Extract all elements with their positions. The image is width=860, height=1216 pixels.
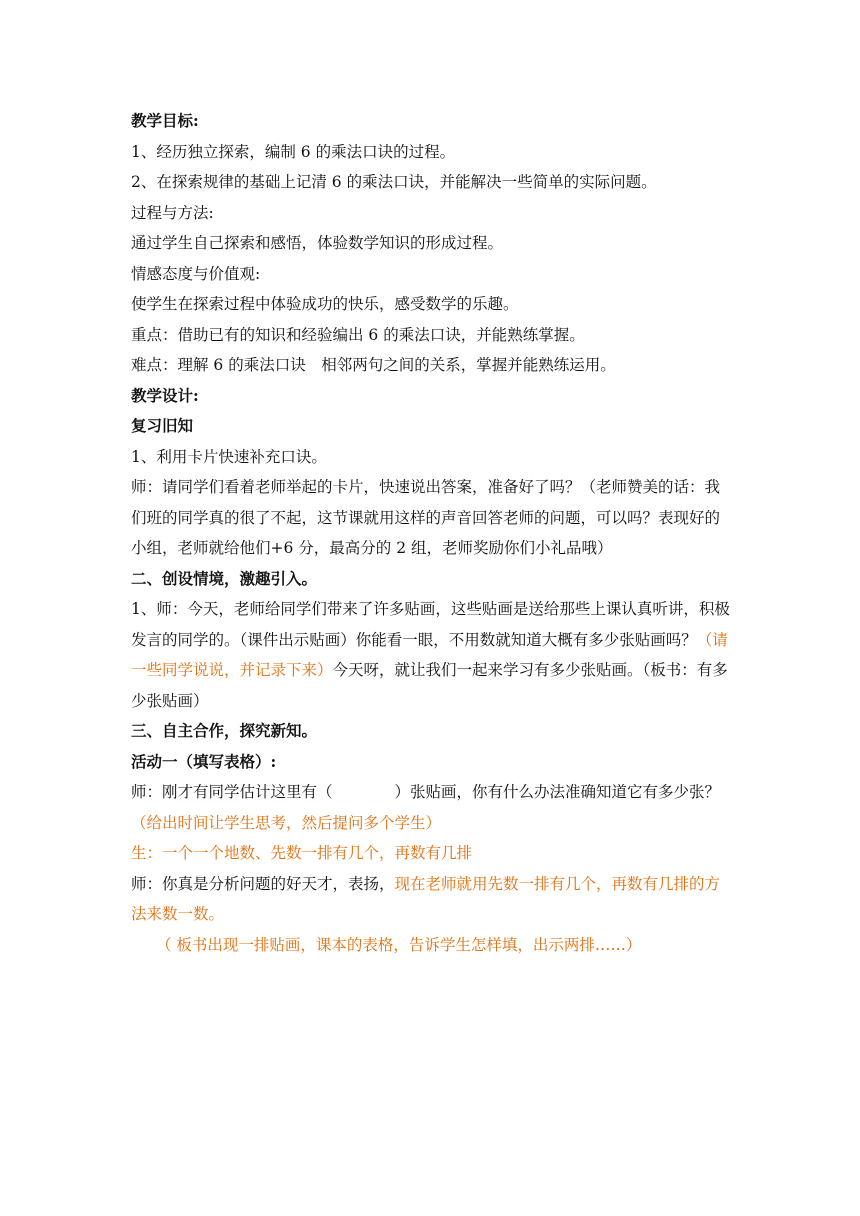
- document-body: [131, 106, 731, 960]
- section-2-text-b: 今天呀，就让我们一起来学习有多少张贴画。（板书：有多少张贴画）: [131, 661, 728, 710]
- key-point: 重点：借助已有的知识和经验编出 6 的乘法口诀，并能熟练掌握。: [131, 325, 585, 344]
- activity-1-teacher-question: [131, 777, 731, 838]
- section-2-text-a: 1、师：今天，老师给同学们带来了许多贴画，这些贴画是送给那些上课认真听讲，积极发言的同学的。（课件出示贴画）你能看一眼，不用数就知道大概有多少张贴画吗？: [131, 600, 730, 649]
- student-answer-text: 一个一个地数、先数一排有几个，再数有几排: [162, 844, 473, 862]
- difficulty-point: 难点：理解 6 的乘法口诀 相邻两句之间的关系，掌握并能熟练运用。: [131, 356, 616, 374]
- heading-review: 复习旧知: [131, 416, 194, 435]
- heading-section-2: 二、创设情境，激趣引入。: [131, 568, 318, 588]
- activity-1-student-answer: [131, 838, 731, 869]
- student-label: 生：: [131, 844, 163, 862]
- objective-1: 1、经历独立探索，编制 6 的乘法口诀的过程。: [131, 142, 456, 161]
- section-2-text-highlight: （请一些同学说说，并记录下来）: [131, 630, 728, 679]
- activity-1-teacher-text: 师：刚才有同学估计这里有（ ）张贴画，你有什么办法准确知道它有多少张？: [131, 783, 721, 801]
- heading-design: 教学设计:: [131, 385, 199, 405]
- heading-objectives: 教学目标:: [131, 111, 199, 130]
- process-label: 过程与方法:: [131, 203, 214, 222]
- emotion-label: 情感态度与价值观:: [131, 264, 261, 283]
- review-item-1: 1、利用卡片快速补充口诀。: [131, 447, 327, 466]
- teacher-praise-text: 师：你真是分析问题的好天才，表扬，: [131, 874, 395, 893]
- activity-1-board-note: （ 板书出现一排贴画，课本的表格，告诉学生怎样填，出示两排……）: [156, 935, 642, 954]
- heading-section-3: 三、自主合作，探究新知。: [131, 721, 318, 740]
- activity-1-teacher-highlight: （给出时间让学生思考，然后提问多个学生）: [131, 813, 442, 832]
- review-teacher-paragraph: 师：请同学们看着老师举起的卡片，快速说出答案，准备好了吗？（老师赞美的话：我们班的同学真的很了不起，这节课就用这样的声音回答老师的问题，可以吗？表现好的小组，老师就给他们+6 分，最高分的 2 组，老师奖励你们小礼品哦）: [131, 478, 721, 557]
- activity-1-teacher-praise: [131, 869, 731, 930]
- teacher-praise-highlight: 现在老师就用先数一排有几个，再数有几排的方法来数一数。: [131, 874, 721, 923]
- process-text: 通过学生自己探索和感悟，体验数学知识的形成过程。: [131, 234, 504, 252]
- emotion-text: 使学生在探索过程中体验成功的快乐，感受数学的乐趣。: [131, 295, 519, 313]
- section-2-paragraph: [131, 594, 731, 716]
- heading-activity-1: 活动一（填写表格）:: [131, 751, 277, 771]
- objective-2: 2、在探索规律的基础上记清 6 的乘法口诀，并能解决一些简单的实际问题。: [131, 173, 657, 191]
